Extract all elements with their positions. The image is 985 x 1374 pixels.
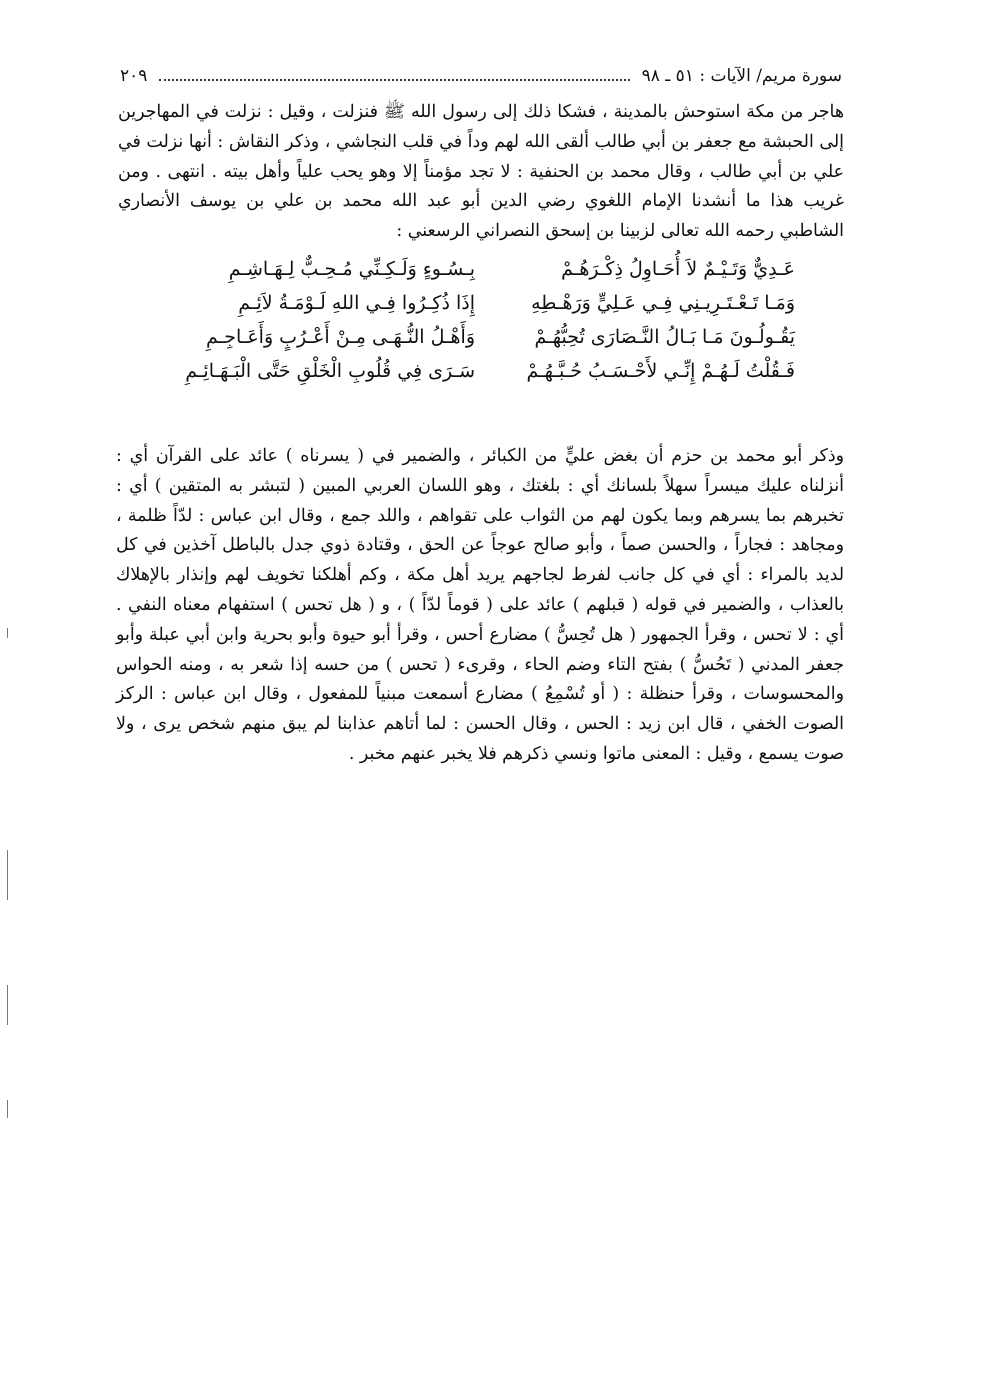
verse-first-hemistich: وَمَـا تَـعْـتَـرِيـنِي فِـي عَـلِيٍّ وَرَهْـطِهِ (531, 292, 795, 314)
verse-second-hemistich: وَأَهْـلُ النُّـهَـى مِـنْ أَعْـرُبٍ وَأَعَـاجِـمِ (206, 326, 475, 348)
poem-verse-2 (205, 286, 795, 320)
poem-verse-3 (205, 320, 795, 354)
paragraph-intro: هاجر من مكة استوحش بالمدينة ، فشكا ذلك إلى رسول الله ﷺ فنزلت ، وقيل : نزلت في المهاجرين إلى الحبشة مع جعفر بن أبي طالب ألقى الله لهم وداً في قلب النجاشي ، وذكر النقاش : أنها نزلت في علي بن أبي طالب ، وقال محمد بن الحنفية : لا تجد مؤمناً إلا وهو يحب علياً وأهل بيته . انتهى . ومن غريب هذا ما أنشدنا الإمام اللغوي رضي الدين أبو عبد الله محمد بن علي بن يوسف الأنصاري الشاطبي رحمه الله تعالى لزبينا بن إسحق النصراني الرسعني : (118, 102, 844, 242)
running-header (120, 62, 842, 90)
scan-margin-mark (7, 850, 8, 900)
poem-verse-1 (205, 252, 795, 286)
surah-title: سورة مريم/ الآيات : ٥١ ـ ٩٨ (641, 66, 842, 86)
scan-margin-mark (7, 1100, 8, 1118)
verse-first-hemistich: فَـقُلْتُ لَـهُـمْ إِنِّـي لأَحْـسَـبُ حُـبَّـهُـمْ (526, 360, 795, 382)
page-number: ٢٠٩ (120, 66, 148, 86)
scan-margin-mark (7, 628, 8, 638)
verse-first-hemistich: عَـدِيٌّ وَتَـيْـمٌ لاَ أُحَـاوِلُ ذِكْـرَهُـمْ (561, 258, 795, 280)
verse-first-hemistich: يَقُـولُـونَ مَـا بَـالُ النَّـصَارَى تُحِبُّهُـمْ (534, 326, 795, 348)
verse-second-hemistich: بِـسُـوءٍ وَلَـكِـنِّي مُـحِـبٌّ لِـهَـاشِـمِ (228, 258, 475, 280)
poem (185, 252, 795, 388)
header-dotted-leader (159, 79, 629, 81)
paragraph-commentary: وذكر أبو محمد بن حزم أن بغض عليٍّ من الكبائر ، والضمير في ( يسرناه ) عائد على القرآن أي : أنزلناه عليك ميسراً سهلاً بلسانك أي : بلغتك ، وهو اللسان العربي المبين ( لتبشر به المتقين ) أي : تخبرهم بما يسرهم وبما يكون لهم من الثواب على تقواهم ، واللد جمع ، وقال ابن عباس : لدّاً ظلمة ، ومجاهد : فجاراً ، والحسن صماً ، وأبو صالح عوجاً عن الحق ، وقتادة ذوي جدل بالباطل آخذين في كل لديد بالمراء : أي في كل جانب لفرط لجاجهم يريد أهل مكة ، وكم أهلكنا تخويف لهم وإنذار بالإهلاك بالعذاب ، والضمير في قوله ( قبلهم ) عائد على ( قوماً لدّاً ) ، و ( هل تحس ) استفهام معناه النفي . أي : لا تحس ، وقرأ الجمهور ( هل تُحِسُّ ) مضارع أحس ، وقرأ أبو حيوة وأبو بحرية وابن أبي عبلة وأبو جعفر المدني ( تَحُسُّ ) بفتح التاء وضم الحاء ، وقرىء ( تحس ) من حسه إذا شعر به ، ومنه الحواس والمحسوسات ، وقرأ حنظلة : ( أو تُسْمِعُ ) مضارع أسمعت مبنياً للمفعول ، وقال ابن عباس : الركز الصوت الخفي ، قال ابن زيد : الحس ، وقال الحسن : لما أتاهم عذابنا لم يبق منهم شخص يرى ، ولا صوت يسمع ، وقيل : المعنى ماتوا ونسي ذكرهم فلا يخبر عنهم مخبر . (116, 446, 844, 764)
poem-verse-4 (185, 354, 795, 388)
scan-margin-mark (7, 985, 8, 1025)
verse-second-hemistich: إِذَا ذُكِـرُوا فِـي اللهِ لَـوْمَـةُ لاَئِـمِ (238, 292, 475, 314)
verse-second-hemistich: سَـرَى فِي قُلُوبِ الْخَلْقِ حَتَّى الْبَـهَـائِـمِ (185, 360, 475, 382)
